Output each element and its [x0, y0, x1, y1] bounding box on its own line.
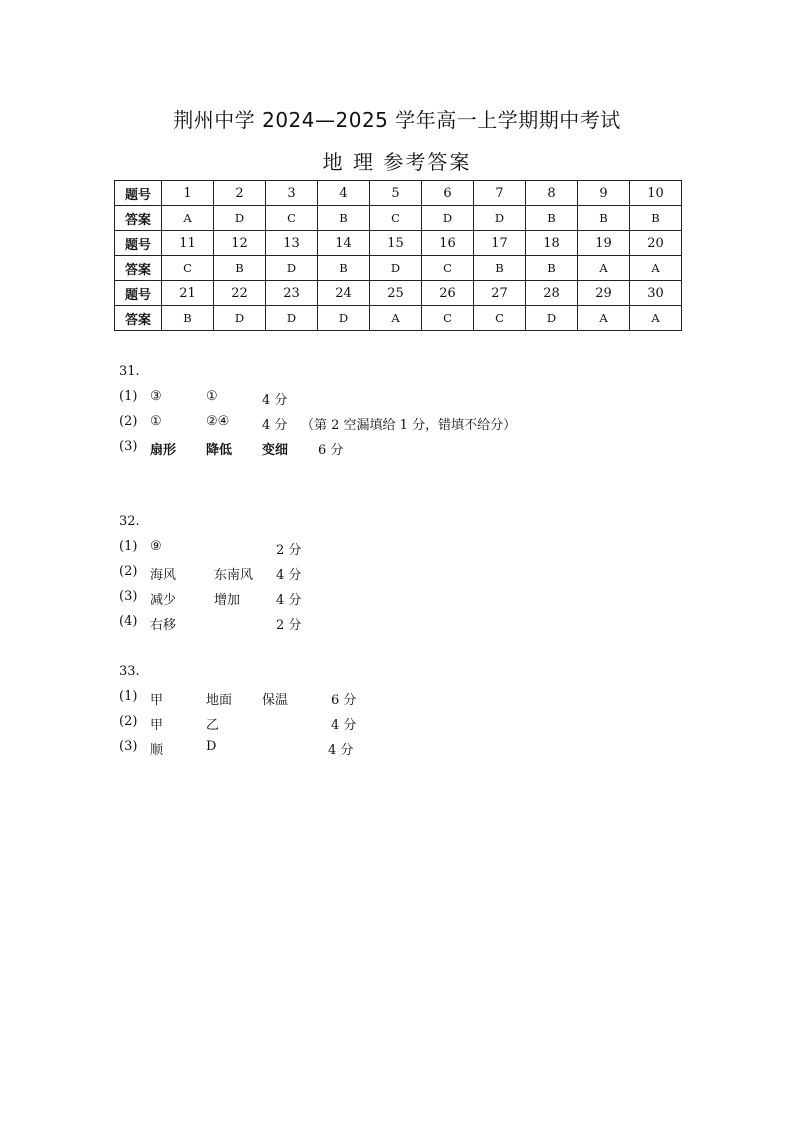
answer-cell: C — [422, 306, 474, 331]
row-header-question: 题号 — [115, 231, 162, 256]
q31-1-score: 4 分 — [262, 393, 288, 408]
answer-cell: B — [526, 206, 578, 231]
table-row-answers — [115, 256, 682, 281]
row-header-question: 题号 — [115, 281, 162, 306]
answer-cell: B — [474, 256, 526, 281]
row-header-answer: 答案 — [115, 306, 162, 331]
q32-1-label: (1) — [119, 539, 138, 554]
question-number-cell: 14 — [318, 231, 370, 256]
q32-3-score: 4 分 — [276, 593, 302, 608]
table-row-question-numbers — [115, 281, 682, 306]
q32-3-label: (3) — [119, 589, 138, 604]
q32-2-score: 4 分 — [276, 568, 302, 583]
q33-1-answer-a: 甲 — [150, 693, 164, 708]
q32-4-answer-a: 右移 — [150, 618, 177, 633]
q33-2-label: (2) — [119, 714, 138, 729]
answer-cell: D — [422, 206, 474, 231]
q32-3-answer-a: 减少 — [150, 593, 177, 608]
q31-3-answer-a: 扇形 — [150, 443, 177, 458]
question-number-cell: 20 — [630, 231, 682, 256]
q32-2-answer-b: 东南风 — [214, 568, 254, 583]
answer-cell: D — [474, 206, 526, 231]
answer-cell: A — [630, 256, 682, 281]
question-number-cell: 1 — [162, 181, 214, 206]
answer-cell: B — [318, 256, 370, 281]
question-number-cell: 26 — [422, 281, 474, 306]
question-number-cell: 29 — [578, 281, 630, 306]
q33-1-label: (1) — [119, 689, 138, 704]
q31-3-label: (3) — [119, 439, 138, 454]
table-row-answers — [115, 306, 682, 331]
q31-1-answer-a: ③ — [150, 389, 162, 404]
question-number-cell: 22 — [214, 281, 266, 306]
answer-cell: B — [214, 256, 266, 281]
question-32-number: 32. — [119, 514, 140, 529]
q31-2-answer-b: ②④ — [206, 414, 230, 429]
question-number-cell: 8 — [526, 181, 578, 206]
question-number-cell: 24 — [318, 281, 370, 306]
q31-2-score: 4 分 — [262, 418, 288, 433]
question-number-cell: 23 — [266, 281, 318, 306]
answer-cell: A — [370, 306, 422, 331]
q32-2-label: (2) — [119, 564, 138, 579]
question-number-cell: 13 — [266, 231, 318, 256]
question-31-number: 31. — [119, 364, 140, 379]
page-subtitle: 地 理 参考答案 — [322, 150, 472, 174]
q31-3-answer-b: 降低 — [206, 443, 233, 458]
question-number-cell: 12 — [214, 231, 266, 256]
question-number-cell: 15 — [370, 231, 422, 256]
row-header-answer: 答案 — [115, 256, 162, 281]
q31-2-answer-a: ① — [150, 414, 162, 429]
row-header-question: 题号 — [115, 181, 162, 206]
question-number-cell: 6 — [422, 181, 474, 206]
q31-3-answer-c: 变细 — [262, 443, 289, 458]
answer-cell: B — [630, 206, 682, 231]
q31-3-score: 6 分 — [318, 443, 344, 458]
q33-1-score: 6 分 — [331, 693, 357, 708]
question-number-cell: 30 — [630, 281, 682, 306]
question-number-cell: 27 — [474, 281, 526, 306]
q32-3-answer-b: 增加 — [214, 593, 241, 608]
question-number-cell: 17 — [474, 231, 526, 256]
answer-cell: D — [214, 306, 266, 331]
q33-2-score: 4 分 — [331, 718, 357, 733]
answer-cell: D — [214, 206, 266, 231]
answer-cell: C — [162, 256, 214, 281]
q33-2-answer-a: 甲 — [150, 718, 164, 733]
answer-cell: C — [266, 206, 318, 231]
answer-cell: C — [370, 206, 422, 231]
q32-4-label: (4) — [119, 614, 138, 629]
q31-2-label: (2) — [119, 414, 138, 429]
q31-1-answer-b: ① — [206, 389, 218, 404]
q33-3-score: 4 分 — [328, 743, 354, 758]
question-number-cell: 7 — [474, 181, 526, 206]
answer-cell: B — [526, 256, 578, 281]
q31-2-note: （第 2 空漏填给 1 分，错填不给分） — [301, 418, 517, 433]
question-number-cell: 16 — [422, 231, 474, 256]
answer-cell: D — [266, 256, 318, 281]
q33-1-answer-b: 地面 — [206, 693, 233, 708]
answer-cell: A — [630, 306, 682, 331]
question-number-cell: 4 — [318, 181, 370, 206]
answer-cell: C — [474, 306, 526, 331]
answer-cell: B — [318, 206, 370, 231]
question-number-cell: 11 — [162, 231, 214, 256]
table-row-question-numbers — [115, 181, 682, 206]
page-title: 荆州中学 2024—2025 学年高一上学期期中考试 — [173, 108, 621, 132]
q32-1-answer-a: ⑨ — [150, 539, 162, 554]
table-row-answers — [115, 206, 682, 231]
answer-cell: D — [318, 306, 370, 331]
question-number-cell: 18 — [526, 231, 578, 256]
q33-3-answer-b: D — [206, 739, 217, 754]
answer-cell: B — [162, 306, 214, 331]
q33-3-label: (3) — [119, 739, 138, 754]
answer-table — [114, 180, 682, 331]
question-number-cell: 9 — [578, 181, 630, 206]
question-number-cell: 10 — [630, 181, 682, 206]
answer-cell: B — [578, 206, 630, 231]
q31-1-label: (1) — [119, 389, 138, 404]
answer-cell: D — [526, 306, 578, 331]
q33-3-answer-a: 顺 — [150, 743, 164, 758]
question-number-cell: 28 — [526, 281, 578, 306]
question-number-cell: 3 — [266, 181, 318, 206]
answer-cell: A — [578, 306, 630, 331]
question-33-number: 33. — [119, 664, 140, 679]
answer-cell: A — [162, 206, 214, 231]
answer-cell: C — [422, 256, 474, 281]
question-number-cell: 2 — [214, 181, 266, 206]
q32-1-score: 2 分 — [276, 543, 302, 558]
q32-2-answer-a: 海风 — [150, 568, 177, 583]
q33-2-answer-b: 乙 — [206, 718, 220, 733]
answer-cell: D — [266, 306, 318, 331]
q32-4-score: 2 分 — [276, 618, 302, 633]
question-number-cell: 19 — [578, 231, 630, 256]
answer-cell: D — [370, 256, 422, 281]
table-row-question-numbers — [115, 231, 682, 256]
question-number-cell: 21 — [162, 281, 214, 306]
q33-1-answer-c: 保温 — [262, 693, 289, 708]
question-number-cell: 5 — [370, 181, 422, 206]
question-number-cell: 25 — [370, 281, 422, 306]
row-header-answer: 答案 — [115, 206, 162, 231]
answer-cell: A — [578, 256, 630, 281]
